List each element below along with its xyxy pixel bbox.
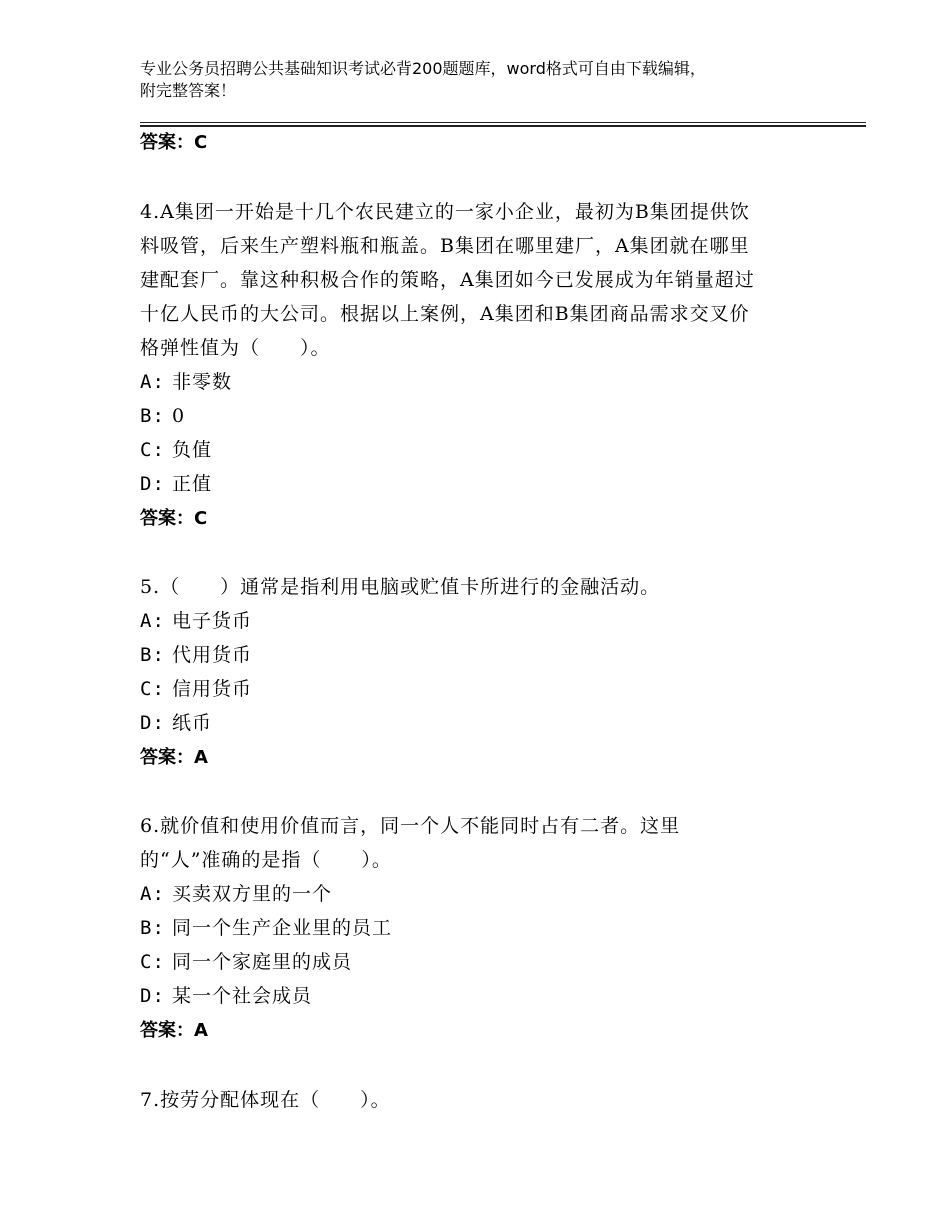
option-c	[140, 950, 352, 974]
option-text: 买卖双方里的一个	[171, 883, 332, 905]
question-4-text	[140, 195, 755, 365]
header-line-1: 专业公务员招聘公共基础知识考试必背200题题库，word格式可自由下载编辑，	[140, 59, 706, 78]
option-label: D:	[140, 712, 165, 734]
question-line: 的“人”准确的是指（ ）。	[140, 849, 392, 871]
option-a	[140, 882, 332, 906]
option-b	[140, 643, 252, 667]
option-label: A:	[140, 883, 165, 905]
option-text: 代用货币	[171, 644, 252, 666]
option-label: A:	[140, 371, 165, 393]
question-6-text	[140, 809, 680, 877]
question-line: 6.就价值和使用价值而言，同一个人不能同时占有二者。这里	[140, 815, 681, 837]
option-text: 负值	[171, 439, 212, 461]
question-line: 格弹性值为（ ）。	[140, 337, 331, 359]
question-line: 建配套厂。靠这种积极合作的策略，A集团如今已发展成为年销量超过	[140, 269, 755, 291]
header-divider	[140, 122, 866, 127]
header-line-2: 附完整答案！	[140, 81, 237, 100]
option-d	[140, 472, 212, 496]
option-label: B:	[140, 405, 165, 427]
option-text: 正值	[171, 473, 212, 495]
answer-label: 答案：C	[140, 508, 208, 529]
option-text: 电子货币	[171, 610, 252, 632]
option-label: C:	[140, 439, 165, 461]
option-text: 非零数	[171, 371, 232, 393]
option-text: 0	[171, 405, 186, 427]
question-line: 料吸管，后来生产塑料瓶和瓶盖。B集团在哪里建厂，A集团就在哪里	[140, 235, 750, 257]
option-a	[140, 609, 252, 633]
option-label: D:	[140, 985, 165, 1007]
option-label: A:	[140, 610, 165, 632]
option-label: C:	[140, 951, 165, 973]
answer-label: 答案：A	[140, 1020, 208, 1041]
question-7-text	[140, 1083, 391, 1117]
question-line: 十亿人民币的大公司。根据以上案例，A集团和B集团商品需求交叉价	[140, 303, 750, 325]
option-d	[140, 984, 312, 1008]
option-d	[140, 711, 212, 735]
option-label: B:	[140, 644, 165, 666]
option-text: 纸币	[171, 712, 212, 734]
option-text: 某一个社会成员	[171, 985, 312, 1007]
page-header	[140, 58, 840, 102]
option-label: B:	[140, 917, 165, 939]
option-b	[140, 916, 392, 940]
question-line: 5.（ ）通常是指利用电脑或贮值卡所进行的金融活动。	[140, 576, 661, 598]
question-5-text	[140, 570, 660, 604]
question-line: 7.按劳分配体现在（ ）。	[140, 1089, 391, 1111]
option-c	[140, 438, 212, 462]
option-text: 同一个家庭里的成员	[171, 951, 352, 973]
option-text: 同一个生产企业里的员工	[171, 917, 392, 939]
option-label: C:	[140, 678, 165, 700]
option-c	[140, 677, 252, 701]
option-label: D:	[140, 473, 165, 495]
option-b	[140, 404, 185, 428]
answer-label: 答案：A	[140, 747, 208, 768]
answer-label: 答案：C	[140, 132, 208, 153]
option-a	[140, 370, 232, 394]
option-text: 信用货币	[171, 678, 252, 700]
question-line: 4.A集团一开始是十几个农民建立的一家小企业，最初为B集团提供饮	[140, 201, 750, 223]
